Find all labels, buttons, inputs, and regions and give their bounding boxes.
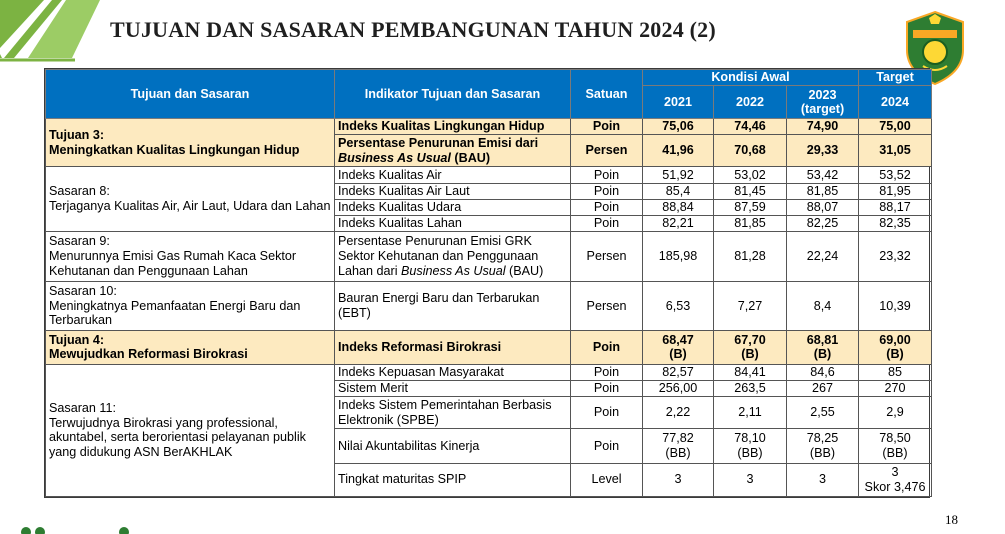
value-2023-cell: 2,55 <box>787 397 859 429</box>
value-2022-cell: 81,85 <box>714 215 787 231</box>
value-2024-cell: 69,00 (B) <box>859 330 932 364</box>
unit-cell: Poin <box>571 199 643 215</box>
header-year-2023: 2023 (target) <box>787 86 859 119</box>
value-2021-cell: 85,4 <box>643 183 714 199</box>
value-2024-cell: 31,05 <box>859 135 932 167</box>
value-2022-cell: 78,10 (BB) <box>714 429 787 463</box>
header-row-1 <box>46 70 932 86</box>
indicator-cell: Nilai Akuntabilitas Kinerja <box>335 429 571 463</box>
value-2023-cell: 84,6 <box>787 364 859 380</box>
value-2021-cell: 41,96 <box>643 135 714 167</box>
value-2021-cell: 82,21 <box>643 215 714 231</box>
unit-cell: Poin <box>571 381 643 397</box>
value-2022-cell: 81,28 <box>714 231 787 281</box>
goals-targets-table-container <box>44 68 930 498</box>
unit-cell: Poin <box>571 167 643 183</box>
unit-cell: Level <box>571 463 643 496</box>
value-2023-cell: 3 <box>787 463 859 496</box>
value-2024-cell: 270 <box>859 381 932 397</box>
indicator-cell: Persentase Penurunan Emisi dari Business As Usual (BAU) <box>335 135 571 167</box>
corner-stripes-decoration <box>0 0 110 70</box>
indicator-cell: Indeks Reformasi Birokrasi <box>335 330 571 364</box>
value-2024-cell: 78,50 (BB) <box>859 429 932 463</box>
unit-cell: Poin <box>571 364 643 380</box>
value-2022-cell: 67,70 (B) <box>714 330 787 364</box>
indicator-cell: Indeks Kepuasan Masyarakat <box>335 364 571 380</box>
value-2022-cell: 87,59 <box>714 199 787 215</box>
value-2022-cell: 70,68 <box>714 135 787 167</box>
social-media-icons-strip <box>20 526 130 534</box>
unit-cell: Poin <box>571 183 643 199</box>
value-2023-cell: 88,07 <box>787 199 859 215</box>
value-2023-cell: 78,25 (BB) <box>787 429 859 463</box>
indicator-cell: Indeks Kualitas Air <box>335 167 571 183</box>
tujuan-4-cell: Tujuan 4: Mewujudkan Reformasi Birokrasi <box>46 330 335 364</box>
table-row <box>46 364 932 380</box>
unit-cell: Poin <box>571 397 643 429</box>
indicator-cell: Persentase Penurunan Emisi GRK Sektor Kehutanan dan Penggunaan Lahan dari Business As Usual (BAU) <box>335 231 571 281</box>
unit-cell: Poin <box>571 119 643 135</box>
value-2022-cell: 263,5 <box>714 381 787 397</box>
value-2022-cell: 53,02 <box>714 167 787 183</box>
value-2023-cell: 29,33 <box>787 135 859 167</box>
value-2023-cell: 53,42 <box>787 167 859 183</box>
header-indikator: Indikator Tujuan dan Sasaran <box>335 70 571 119</box>
value-2022-cell: 7,27 <box>714 282 787 330</box>
page-title: TUJUAN DAN SASARAN PEMBANGUNAN TAHUN 2024 (2) <box>110 17 716 42</box>
indicator-cell: Indeks Sistem Pemerintahan Berbasis Elektronik (SPBE) <box>335 397 571 429</box>
header-satuan: Satuan <box>571 70 643 119</box>
indicator-cell: Indeks Kualitas Udara <box>335 199 571 215</box>
value-2024-cell: 3 Skor 3,476 <box>859 463 932 496</box>
value-2021-cell: 51,92 <box>643 167 714 183</box>
unit-cell: Persen <box>571 135 643 167</box>
header-year-2022: 2022 <box>714 86 787 119</box>
value-2021-cell: 68,47 (B) <box>643 330 714 364</box>
value-2021-cell: 88,84 <box>643 199 714 215</box>
indicator-cell: Tingkat maturitas SPIP <box>335 463 571 496</box>
value-2022-cell: 3 <box>714 463 787 496</box>
sasaran-8-cell: Sasaran 8: Terjaganya Kualitas Air, Air Laut, Udara dan Lahan <box>46 167 335 232</box>
header-tujuan-sasaran: Tujuan dan Sasaran <box>46 70 335 119</box>
indicator-cell: Indeks Kualitas Lingkungan Hidup <box>335 119 571 135</box>
value-2021-cell: 185,98 <box>643 231 714 281</box>
value-2024-cell: 81,95 <box>859 183 932 199</box>
value-2022-cell: 74,46 <box>714 119 787 135</box>
unit-cell: Persen <box>571 231 643 281</box>
unit-cell: Poin <box>571 215 643 231</box>
value-2024-cell: 2,9 <box>859 397 932 429</box>
unit-cell: Poin <box>571 330 643 364</box>
value-2022-cell: 81,45 <box>714 183 787 199</box>
indicator-cell: Bauran Energi Baru dan Terbarukan (EBT) <box>335 282 571 330</box>
value-2023-cell: 8,4 <box>787 282 859 330</box>
indicator-cell: Indeks Kualitas Air Laut <box>335 183 571 199</box>
value-2023-cell: 82,25 <box>787 215 859 231</box>
value-2021-cell: 82,57 <box>643 364 714 380</box>
value-2024-cell: 23,32 <box>859 231 932 281</box>
sasaran-9-cell: Sasaran 9: Menurunnya Emisi Gas Rumah Kaca Sektor Kehutanan dan Penggunaan Lahan <box>46 231 335 281</box>
indicator-cell: Sistem Merit <box>335 381 571 397</box>
indicator-cell: Indeks Kualitas Lahan <box>335 215 571 231</box>
value-2021-cell: 2,22 <box>643 397 714 429</box>
sasaran-11-cell: Sasaran 11: Terwujudnya Birokrasi yang professional, akuntabel, serta berorientasi pelayanan publik yang didukung ASN BerAKHLAK <box>46 364 335 496</box>
value-2022-cell: 84,41 <box>714 364 787 380</box>
value-2024-cell: 82,35 <box>859 215 932 231</box>
header-year-2024: 2024 <box>859 86 932 119</box>
value-2023-cell: 74,90 <box>787 119 859 135</box>
value-2021-cell: 3 <box>643 463 714 496</box>
value-2024-cell: 10,39 <box>859 282 932 330</box>
header-kondisi-awal: Kondisi Awal <box>643 70 859 86</box>
value-2024-cell: 75,00 <box>859 119 932 135</box>
value-2023-cell: 22,24 <box>787 231 859 281</box>
table-row <box>46 282 932 330</box>
unit-cell: Persen <box>571 282 643 330</box>
value-2024-cell: 85 <box>859 364 932 380</box>
header-target: Target <box>859 70 932 86</box>
table-row <box>46 119 932 135</box>
table-row <box>46 167 932 183</box>
sasaran-10-cell: Sasaran 10: Meningkatnya Pemanfaatan Energi Baru dan Terbarukan <box>46 282 335 330</box>
value-2023-cell: 267 <box>787 381 859 397</box>
unit-cell: Poin <box>571 429 643 463</box>
value-2022-cell: 2,11 <box>714 397 787 429</box>
value-2021-cell: 77,82 (BB) <box>643 429 714 463</box>
value-2021-cell: 75,06 <box>643 119 714 135</box>
table-row <box>46 330 932 364</box>
header-year-2021: 2021 <box>643 86 714 119</box>
goals-targets-table <box>45 69 932 497</box>
value-2021-cell: 256,00 <box>643 381 714 397</box>
value-2023-cell: 81,85 <box>787 183 859 199</box>
value-2021-cell: 6,53 <box>643 282 714 330</box>
value-2024-cell: 88,17 <box>859 199 932 215</box>
value-2024-cell: 53,52 <box>859 167 932 183</box>
table-row <box>46 231 932 281</box>
tujuan-3-cell: Tujuan 3: Meningkatkan Kualitas Lingkungan Hidup <box>46 119 335 167</box>
page-number: 18 <box>945 512 958 527</box>
value-2023-cell: 68,81 (B) <box>787 330 859 364</box>
